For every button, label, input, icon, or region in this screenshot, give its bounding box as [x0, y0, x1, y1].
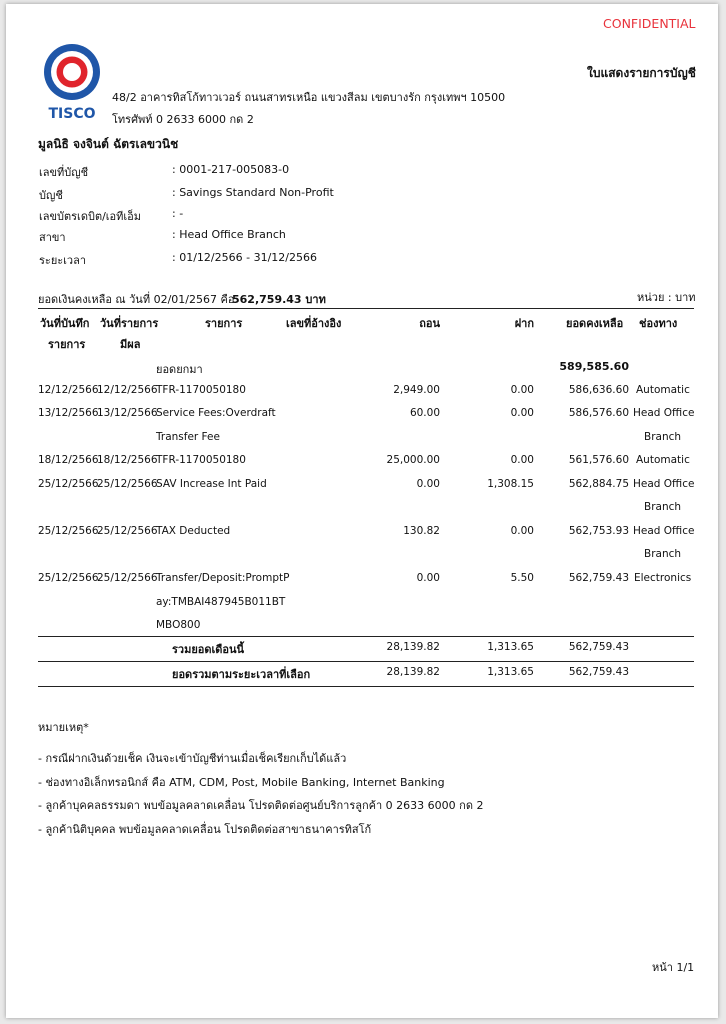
col-deposit: ฝาก [514, 317, 534, 330]
row-effective-date: 25/12/2566 [97, 525, 158, 537]
row-channel-cont: Branch [644, 501, 682, 513]
account-holder-name: มูลนิธิ จงจินต์ ฉัตรเลขวนิช [38, 137, 179, 151]
row-date: 13/12/2566 [38, 407, 99, 419]
row-deposit: 0.00 [510, 407, 534, 419]
row-withdraw: 0.00 [416, 572, 440, 584]
col-balance: ยอดคงเหลือ [566, 317, 624, 330]
table-top-rule [38, 308, 694, 309]
month-total-label: รวมยอดเดือนนี้ [172, 643, 245, 656]
row-channel: Automatic [636, 454, 690, 466]
row-balance: 561,576.60 [568, 454, 629, 466]
info-value: : 01/12/2566 - 31/12/2566 [172, 251, 317, 264]
note-item: - ลูกค้านิติบุคคล พบข้อมูลคลาดเคลื่อน โปรดติดต่อสาขาธนาคารทิสโก้ [38, 823, 372, 836]
row-description-cont: Transfer Fee [156, 431, 220, 443]
row-date: 18/12/2566 [38, 454, 99, 466]
bank-phone: โทรศัพท์ 0 2633 6000 กด 2 [112, 113, 254, 126]
page-number: หน้า 1/1 [652, 961, 695, 974]
unit-label: หน่วย : บาท [637, 291, 696, 304]
row-description: Transfer/Deposit:PromptP [156, 572, 290, 584]
row-balance: 562,884.75 [568, 478, 629, 490]
period-total-rule [38, 661, 694, 662]
balance-as-of-label: ยอดเงินคงเหลือ ณ วันที่ 02/01/2567 คือ [38, 293, 235, 306]
row-deposit: 5.50 [510, 572, 534, 584]
period-total-balance: 562,759.43 [568, 666, 629, 678]
info-label: เลขบัตรเดบิต/เอทีเอ็ม [39, 210, 142, 223]
period-total-withdraw: 28,139.82 [386, 666, 440, 678]
row-description-cont: MBO800 [156, 619, 201, 631]
row-balance: 562,753.93 [568, 525, 629, 537]
row-date: 12/12/2566 [38, 384, 99, 396]
confidential-label: CONFIDENTIAL [603, 16, 696, 31]
info-value: : Head Office Branch [172, 228, 286, 241]
col-channel: ช่องทาง [639, 317, 678, 330]
row-withdraw: 25,000.00 [386, 454, 440, 466]
period-total-label: ยอดรวมตามระยะเวลาที่เลือก [172, 668, 311, 681]
col-effective-date-2: มีผล [120, 338, 141, 351]
col-record-date: วันที่บันทึก [40, 317, 90, 330]
row-effective-date: 25/12/2566 [97, 478, 158, 490]
row-description: SAV Increase Int Paid [156, 478, 267, 490]
brought-forward-label: ยอดยกมา [156, 363, 203, 376]
note-item: - กรณีฝากเงินด้วยเช็ค เงินจะเข้าบัญชีท่านเมื่อเช็คเรียกเก็บได้แล้ว [38, 752, 347, 765]
row-date: 25/12/2566 [38, 572, 99, 584]
row-deposit: 0.00 [510, 454, 534, 466]
statement-page [6, 4, 718, 1018]
note-item: - ลูกค้าบุคคลธรรมดา พบข้อมูลคลาดเคลื่อน โปรดติดต่อศูนย์บริการลูกค้า 0 2633 6000 กด 2 [38, 799, 484, 812]
row-balance: 586,636.60 [568, 384, 629, 396]
info-label: เลขที่บัญชี [39, 166, 89, 179]
row-channel: Electronics [634, 572, 692, 584]
row-channel-cont: Branch [644, 431, 682, 443]
tisco-logo [38, 38, 106, 122]
col-effective-date: วันที่รายการ [100, 317, 159, 330]
totals-rule [38, 636, 694, 637]
row-description-cont: ay:TMBAI487945B011BT [156, 596, 286, 608]
row-description: Service Fees:Overdraft [156, 407, 276, 419]
row-channel-cont: Branch [644, 548, 682, 560]
month-total-balance: 562,759.43 [568, 641, 629, 653]
period-total-deposit: 1,313.65 [487, 666, 534, 678]
row-balance: 586,576.60 [568, 407, 629, 419]
row-withdraw: 2,949.00 [393, 384, 440, 396]
bank-address: 48/2 อาคารทิสโก้ทาวเวอร์ ถนนสาทรเหนือ แขวงสีลม เขตบางรัก กรุงเทพฯ 10500 [112, 91, 506, 104]
info-value: : 0001-217-005083-0 [172, 163, 290, 176]
row-withdraw: 0.00 [416, 478, 440, 490]
row-date: 25/12/2566 [38, 525, 99, 537]
row-effective-date: 25/12/2566 [97, 572, 158, 584]
info-label: สาขา [39, 231, 66, 244]
info-value: : - [172, 207, 184, 220]
note-item: - ช่องทางอิเล็กทรอนิกส์ คือ ATM, CDM, Post, Mobile Banking, Internet Banking [38, 776, 445, 789]
row-description: TFR-1170050180 [156, 384, 246, 396]
row-channel: Head Office [633, 478, 695, 490]
row-channel: Head Office [633, 407, 695, 419]
table-bottom-rule [38, 686, 694, 687]
row-channel: Automatic [636, 384, 690, 396]
info-label: ระยะเวลา [39, 254, 87, 267]
row-deposit: 0.00 [510, 384, 534, 396]
row-balance: 562,759.43 [568, 572, 629, 584]
logo-text: TISCO [48, 106, 96, 122]
row-withdraw: 130.82 [403, 525, 440, 537]
info-value: : Savings Standard Non-Profit [172, 186, 334, 199]
row-deposit: 1,308.15 [487, 478, 534, 490]
brought-forward-balance: 589,585.60 [559, 360, 629, 373]
balance-as-of-amount: 562,759.43 บาท [232, 293, 326, 306]
row-effective-date: 18/12/2566 [97, 454, 158, 466]
row-description: TFR-1170050180 [156, 454, 246, 466]
document-title: ใบแสดงรายการบัญชี [587, 66, 696, 80]
row-date: 25/12/2566 [38, 478, 99, 490]
col-withdraw: ถอน [419, 317, 440, 330]
row-withdraw: 60.00 [409, 407, 440, 419]
col-reference: เลขที่อ้างอิง [286, 317, 342, 330]
notes-title: หมายเหตุ* [38, 721, 89, 734]
row-deposit: 0.00 [510, 525, 534, 537]
info-label: บัญชี [39, 189, 63, 202]
month-total-deposit: 1,313.65 [487, 641, 534, 653]
month-total-withdraw: 28,139.82 [386, 641, 440, 653]
row-channel: Head Office [633, 525, 695, 537]
col-description: รายการ [205, 317, 243, 330]
row-description: TAX Deducted [156, 525, 231, 537]
row-effective-date: 13/12/2566 [97, 407, 158, 419]
row-effective-date: 12/12/2566 [97, 384, 158, 396]
col-record-date-2: รายการ [48, 338, 86, 351]
